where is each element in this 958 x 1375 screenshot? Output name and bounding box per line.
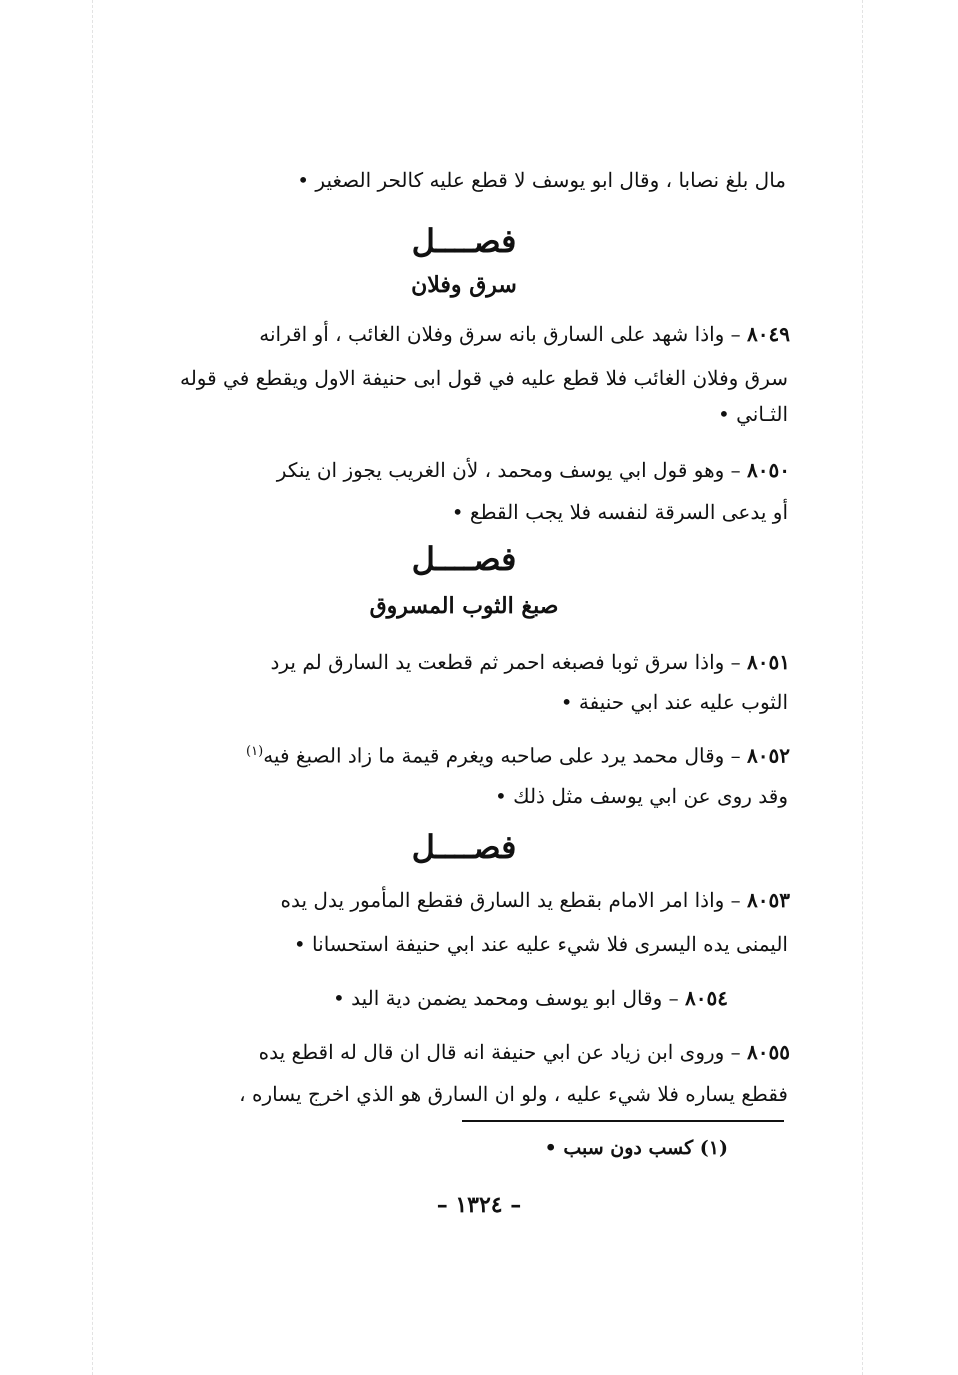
paragraph-8055-line-2	[239, 1072, 788, 1116]
paragraph-first-line	[333, 976, 728, 1020]
opening-line-block	[297, 158, 786, 202]
paragraph-8053	[281, 878, 790, 922]
paragraph-first-line	[246, 730, 790, 778]
paragraph-first-line	[259, 1030, 790, 1074]
paragraph-8052-line-2	[495, 774, 788, 818]
paragraph-8055	[259, 1030, 790, 1074]
paragraph-first-line	[259, 312, 790, 356]
paragraph-text: – وقال محمد يرد على صاحبه ويغرم قيمة ما زاد الصبغ فيه	[263, 743, 741, 768]
paragraph-text: الثوب عليه عند ابي حنيفة •	[560, 690, 788, 714]
paragraph-number: ٨٠٥٣	[747, 888, 790, 912]
paragraph-number: ٨٠٥٢	[747, 743, 790, 768]
paragraph-number: ٨٠٤٩	[747, 322, 790, 346]
paragraph-8050-line-2	[452, 490, 788, 534]
page-number: – ١٣٢٤ –	[436, 1192, 522, 1218]
paragraph-8053-line-2	[294, 922, 788, 966]
section-heading: فصــــل	[411, 222, 517, 260]
paragraph-first-line	[281, 878, 790, 922]
paragraph-number: ٨٠٥٠	[747, 458, 790, 482]
scan-artifact-line	[92, 0, 93, 1375]
paragraph-8050	[277, 448, 790, 492]
paragraph-text: – واذا شهد على السارق بانه سرق وفلان الغائب ، أو اقرانه	[259, 322, 741, 346]
footnote-divider	[462, 1120, 784, 1122]
paragraph-text: – واذا سرق ثوبا فصبغه احمر ثم قطعت يد السارق لم يرد	[270, 650, 741, 674]
paragraph-text: فقطع يساره فلا شيء عليه ، ولو ان السارق هو الذي اخرج يساره ،	[239, 1082, 788, 1106]
paragraph-text: وقد روى عن ابي يوسف مثل ذلك •	[494, 784, 788, 808]
paragraph-number: ٨٠٥١	[747, 650, 790, 674]
paragraph-first-line	[277, 448, 790, 492]
paragraph-text: اليمنى يده اليسرى فلا شيء عليه عند ابي حنيفة استحسانا •	[293, 932, 788, 956]
section-subheading: صبغ الثوب المسروق	[369, 593, 559, 619]
paragraph-text: – وهو قول ابي يوسف ومحمد ، لأن الغريب يجوز ان ينكر	[276, 458, 741, 482]
paragraph-8049-line-3	[718, 392, 788, 436]
paragraph-text: أو يدعى السرقة لنفسه فلا يجب القطع •	[451, 500, 788, 524]
paragraph-text: الثـاني •	[717, 402, 788, 426]
paragraph-text: – واذا امر الامام بقطع يد السارق فقطع المأمور يدل يده	[280, 888, 741, 912]
opening-line: مال بلغ نصابا ، وقال ابو يوسف لا قطع عليه كالحر الصغير •	[297, 168, 786, 192]
paragraph-8049	[259, 312, 790, 356]
section-heading: فصــــل	[411, 540, 517, 578]
footnote-marker: (١)	[246, 744, 264, 759]
paragraph-text: سرق وفلان الغائب فلا قطع عليه في قول ابى حنيفة الاول ويقطع في قوله	[179, 366, 788, 390]
paragraph-number: ٨٠٥٥	[747, 1040, 790, 1064]
paragraph-8054	[333, 976, 728, 1020]
paragraph-text: – وقال ابو يوسف ومحمد يضمن دية اليد •	[332, 986, 679, 1010]
scan-artifact-line	[862, 0, 863, 1375]
paragraph-8051	[270, 640, 790, 684]
footnote: (١) كسب دون سبب •	[544, 1137, 728, 1159]
paragraph-8052	[246, 730, 790, 778]
section-heading: فصــــل	[411, 828, 517, 866]
paragraph-first-line	[270, 640, 790, 684]
paragraph-text: – وروى ابن زياد عن ابي حنيفة انه قال ان قال له اقطع يده	[258, 1040, 741, 1064]
paragraph-8051-line-2	[561, 680, 788, 724]
paragraph-8049-line-2	[180, 356, 788, 400]
paragraph-number: ٨٠٥٤	[685, 986, 728, 1010]
section-subheading: سرق وفلان	[411, 272, 517, 298]
